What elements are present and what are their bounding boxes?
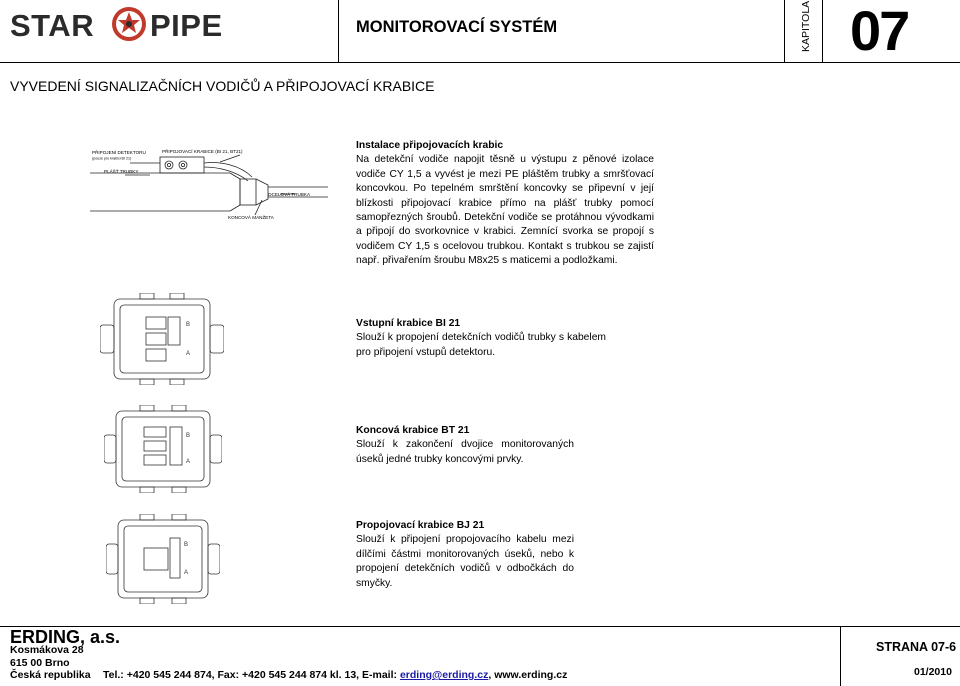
email-link[interactable]: erding@erding.cz [399,669,489,681]
chapter-number: 07 [850,0,909,62]
box-letter-b: B [186,433,191,439]
installation-diagram [90,145,330,225]
header-divider [784,0,785,62]
section-title: VYVEDENÍ SIGNALIZAČNÍCH VODIČŮ A PŘIPOJOVACÍ KRABICE [10,78,435,94]
box-bt21-text [356,424,574,467]
box-bt21-body: Slouží k zakončení dvojice monitorovaných úseků jedné trubky koncovými prvky. [356,439,574,465]
contact-phone-fax: Tel.: +420 545 244 874, Fax: +420 545 244 874 kl. 13, E-mail: [103,669,400,681]
box-bj21-text [356,519,574,591]
footer-divider [840,626,841,686]
box-bt21-heading: Koncová krabice BT 21 [356,425,470,436]
logo-text-pipe: PIPE [150,8,223,43]
web-link[interactable]: www.erding.cz [494,669,568,681]
diagram-label-end-sleeve: KONCOVÁ MANŽETA [228,215,274,220]
box-bj21-body: Slouží k připojení propojovacího kabelu mezi dílčími částmi monitorovaných úseků, nebo k propojení detekčních vodičů v odbočkách do smyčky. [356,534,574,589]
header-divider [822,0,823,62]
diagram-label-detector: PŘIPOJENÍ DETEKTORU [92,150,146,155]
footer-rule [0,626,960,627]
installation-text [356,139,654,269]
box-letter-a: A [186,459,191,465]
company-country: Česká republika [10,669,91,681]
installation-body: Na detekční vodiče napojit těsně u výstupu z pěnové izolace vodiče CY 1,5 a vyvést je mezi PE pláštěm trubky a smršťovací koncovkou. Po tepelném smrštění koncovky se připevní v její blízkosti připojovací krabice přímo na plášť trubky pomocí samopřezných šroubů. Detekční vodiče se protáhnou vývodkami a připojí do svorkovnice v krabici. Zemnící svorka se propojí s vodičem CY 1,5 s ocelovou trubkou. Kontakt s trubkou se zajistí např. přivařením šroubu M8x25 s maticemi a podložkami. [356,154,654,267]
company-city: 615 00 Brno [10,657,70,669]
box-bi21-body: Slouží k propojení detekčních vodičů trubky s kabelem pro připojení vstupů detektoru. [356,332,606,358]
contact-line [103,669,567,681]
header-divider [338,0,339,62]
box-bi21-heading: Vstupní krabice BI 21 [356,318,461,329]
logo-star-icon [112,7,146,41]
document-title: MONITOROVACÍ SYSTÉM [356,18,558,36]
box-drawing-bt21 [104,405,222,493]
diagram-label-casing: PLÁŠŤ TRUBKY [104,169,139,174]
company-name: ERDING, a.s. [10,627,121,647]
box-letter-a: A [186,351,191,357]
box-drawing-bj21 [106,514,220,604]
header-rule [0,62,960,63]
box-letter-a: A [184,570,189,576]
diagram-label-steel-pipe: OCELOVÁ TRUBKA [268,192,311,197]
chapter-label: KAPITOLA [800,0,812,52]
installation-heading: Instalace připojovacích krabic [356,140,504,151]
page-number: STRANA 07-6 [876,640,957,654]
diagram-label-detector-note: (pouze pro krabici BI 21) [92,156,132,161]
box-drawing-bi21 [100,293,224,385]
diagram-label-junction-box: PŘIPOJOVACÍ KRABICE (BI 21, BT21) [162,149,243,154]
box-bi21-text [356,317,606,360]
company-street: Kosmákova 28 [10,644,84,656]
contact-separator: , [488,669,495,681]
document-date: 01/2010 [914,666,952,678]
box-letter-b: B [184,542,189,548]
starpipe-logo [10,4,260,44]
logo-text-star: STAR [10,8,95,43]
box-letter-b: B [186,322,191,328]
box-bj21-heading: Propojovací krabice BJ 21 [356,520,485,531]
